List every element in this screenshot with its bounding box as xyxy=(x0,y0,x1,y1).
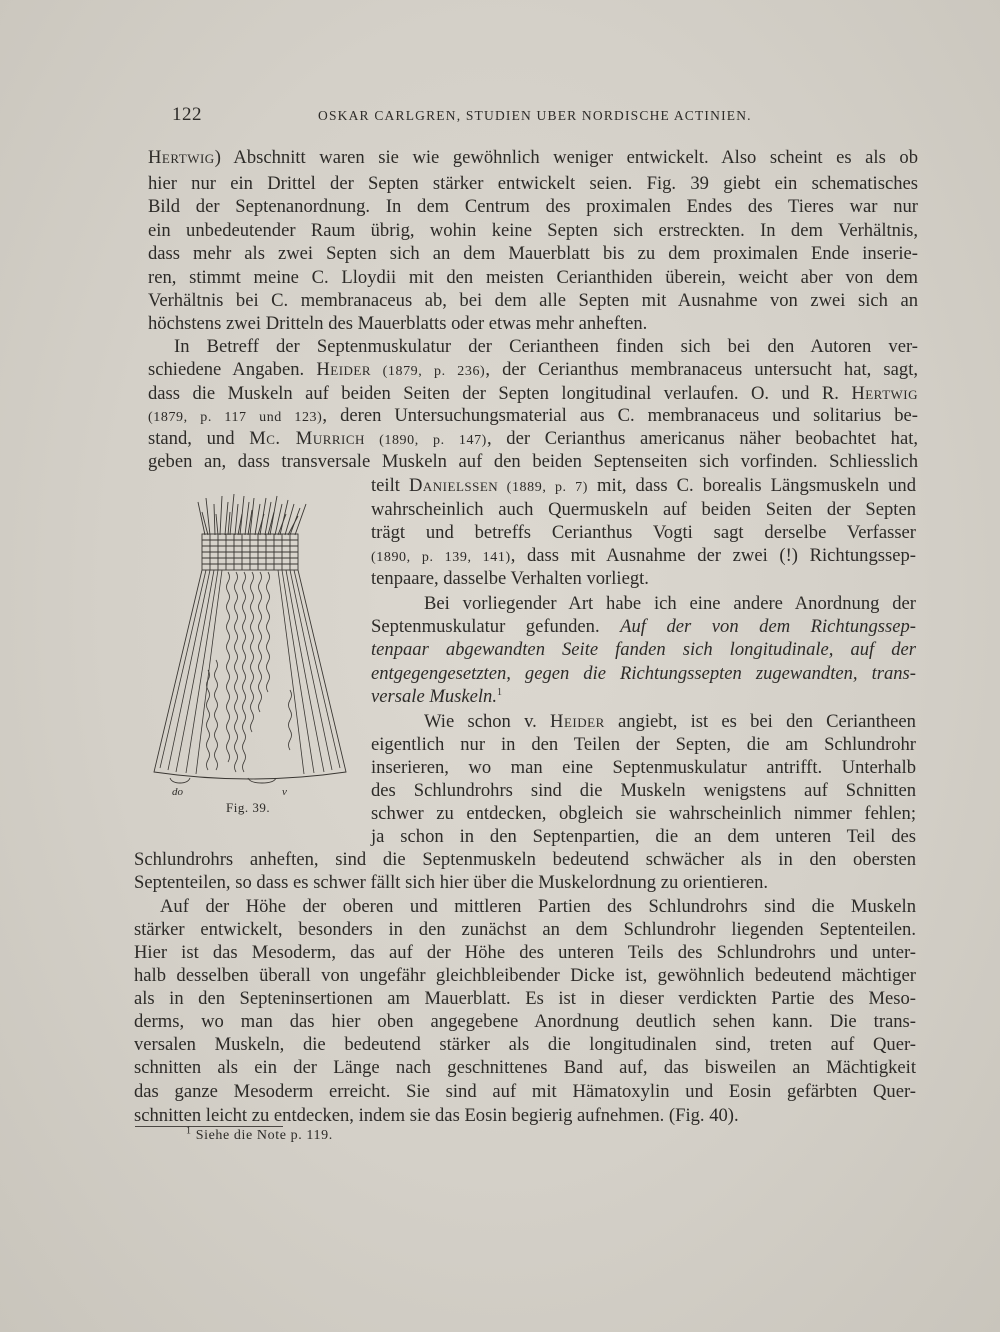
italic-run: entgegengesetzten, gegen die Richtungssepten zugewandten, trans- xyxy=(371,663,916,684)
text-line: das ganze Mesoderm erreicht. Sie sind auf mit Hämatoxylin und Eosin gefärbten Quer- xyxy=(134,1081,916,1102)
footnote-text: Siehe die Note p. 119. xyxy=(191,1128,333,1143)
text-line: derms, wo man das hier oben angegebene Anordnung deutlich sehen kann. Die trans- xyxy=(134,1011,916,1032)
text-run: , der Cerianthus membranaceus untersucht hat, sagt, xyxy=(485,359,919,380)
text-line xyxy=(424,710,916,734)
running-head: OSKAR CARLGREN, STUDIEN UBER NORDISCHE ACTINIEN. xyxy=(318,108,752,123)
text-line: tenpaare, dasselbe Verhalten vorliegt. xyxy=(371,568,649,589)
citation: (1879, p. 117 und 123) xyxy=(148,410,323,425)
citation: (1879, p. 236) xyxy=(371,364,486,379)
text-line xyxy=(371,662,916,686)
text-line: halb desselben überall von ungefähr gleichbleibender Dicke ist, gewöhnlich bedeutend mächtiger xyxy=(134,965,916,986)
footnote-marker: 1 xyxy=(186,1125,192,1137)
collar-band xyxy=(202,534,298,570)
text-run: , der Cerianthus americanus näher beobachtet hat, xyxy=(486,428,919,449)
text-line: schnitten leicht zu entdecken, indem sie das Eosin begierig aufnehmen. (Fig. 40). xyxy=(134,1105,739,1126)
text-line: geben an, dass transversale Muskeln auf den beiden Septenseiten sich vorfinden. Schliesslich xyxy=(148,451,918,472)
author-name: Heider xyxy=(316,359,372,380)
text-line: stärker entwickelt, besonders in den zunächst an dem Schlundrohr liegenden Septenteilen. xyxy=(134,919,916,940)
text-line: eigentlich nur in den Teilen der Septen, die am Schlundrohr xyxy=(371,734,916,755)
text-line: ja schon in den Septenpartien, die an dem unteren Teil des xyxy=(371,826,916,847)
page-header xyxy=(172,104,872,128)
figure-label-do: do xyxy=(172,786,183,798)
text-line: höchstens zwei Dritteln des Mauerblatts oder etwas mehr anheften. xyxy=(148,313,648,334)
text-run: schiedene Angaben. xyxy=(148,359,317,380)
text-line: hier nur ein Drittel der Septen stärker entwickelt seien. Fig. 39 giebt ein schematisches xyxy=(148,173,918,194)
text-line xyxy=(371,474,916,500)
text-run: Wie schon v. xyxy=(424,711,551,732)
text-line: trägt und betreffs Cerianthus Vogti sagt derselbe Verfasser xyxy=(371,522,916,543)
page-number: 122 xyxy=(172,104,202,125)
author-name: Hertwig xyxy=(148,147,215,168)
text-line: ein unbedeutender Raum übrig, wohin keine Septen sich erstreckten. In dem Verhältnis, xyxy=(148,220,918,241)
text-line: Bild der Septenanordnung. In dem Centrum des proximalen Endes des Tieres war nur xyxy=(148,196,918,217)
septa-schematic-drawing xyxy=(150,490,360,820)
text-run: angiebt, ist es bei den Ceriantheen xyxy=(604,711,916,732)
author-name: Mc. Murrich xyxy=(249,428,365,449)
text-line xyxy=(148,382,918,406)
figure-label-v: v xyxy=(282,786,287,798)
footnote-rule xyxy=(135,1126,283,1127)
citation: (1889, p. 7) xyxy=(498,480,589,495)
bracket-do xyxy=(170,778,190,783)
text-line: inserieren, wo man eine Septenmuskulatur antrifft. Unterhalb xyxy=(371,757,916,778)
text-run: Septenmuskulatur gefunden. xyxy=(371,616,621,637)
text-line: versalen Muskeln, die bedeutend stärker als die longitudinalen sind, treten auf Quer- xyxy=(134,1034,916,1055)
text-line: Bei vorliegender Art habe ich eine andere Anordnung der xyxy=(424,593,916,614)
text-line: Auf der Höhe der oberen und mittleren Partien des Schlundrohrs sind die Muskeln xyxy=(160,896,916,917)
footnote xyxy=(186,1125,333,1144)
text-line xyxy=(371,685,916,709)
text-line xyxy=(148,146,918,170)
text-line: Verhältnis bei C. membranaceus ab, bei dem alle Septen mit Ausnahme von zwei sich an xyxy=(148,290,918,311)
author-name: Heider xyxy=(550,711,605,732)
septa-lines xyxy=(160,570,340,774)
text-line: als in den Septeninsertionen am Mauerblatt. Es ist in dieser verdickten Partie des Meso- xyxy=(134,988,916,1009)
figure-caption: Fig. 39. xyxy=(226,800,271,815)
text-line: In Betreff der Septenmuskulatur der Ceriantheen finden sich bei den Autoren ver- xyxy=(174,336,918,357)
text-line xyxy=(371,615,916,639)
text-line xyxy=(371,638,916,662)
text-line: ren, stimmt meine C. Lloydii mit den meisten Cerianthiden überein, weicht aber von dem xyxy=(148,267,918,288)
citation: (1890, p. 147) xyxy=(364,433,487,448)
italic-run: versale Muskeln. xyxy=(371,686,497,707)
author-name: Hertwig xyxy=(851,383,918,404)
text-line: Hier ist das Mesoderm, das auf der Höhe des unteren Teils des Schlundrohrs und unter- xyxy=(134,942,916,963)
muscle-wavy-lines xyxy=(207,572,292,772)
text-run: , dass mit Ausnahme der zwei (!) Richtungssep- xyxy=(510,545,916,566)
footnote-ref[interactable]: 1 xyxy=(496,686,502,698)
text-line: schwer zu entdecken, obgleich sie wahrscheinlich nimmer fehlen; xyxy=(371,803,916,824)
text-line: Schlundrohrs anheften, sind die Septenmuskeln bedeutend schwächer als in den obersten xyxy=(134,849,916,870)
text-line: wahrscheinlich auch Quermuskeln auf beiden Seiten der Septen xyxy=(371,499,916,520)
italic-run: tenpaar abgewandten Seite fanden sich longitudinale, auf der xyxy=(371,639,916,660)
author-name: Danielssen xyxy=(408,475,499,496)
body-outline xyxy=(154,570,346,779)
text-line: dass mehr als zwei Septen sich an dem Mauerblatt bis zu dem proximalen Ende inserie- xyxy=(148,243,918,264)
citation: (1890, p. 139, 141) xyxy=(371,550,511,565)
text-run: , deren Untersuchungsmaterial aus C. membranaceus und solitarius be- xyxy=(322,405,918,426)
text-run: stand, und xyxy=(148,428,250,449)
italic-run: Auf der von dem Richtungssep- xyxy=(620,616,916,637)
text-run: teilt xyxy=(371,475,409,496)
text-line xyxy=(148,358,918,384)
tentacle-fringe xyxy=(198,494,306,535)
text-line: Septenteilen, so dass es schwer fällt sich hier über die Muskelordnung zu orientieren. xyxy=(134,872,769,893)
text-run: dass die Muskeln auf beiden Seiten der Septen longitudinal verlaufen. O. und R. xyxy=(148,383,852,404)
figure-39 xyxy=(150,490,360,820)
text-line: schnitten als ein der Länge nach geschnittenes Band auf, das bisweilen an Mächtigkeit xyxy=(134,1057,916,1078)
text-line: des Schlundrohrs sind die Muskeln wenigstens auf Schnitten xyxy=(371,780,916,801)
text-run: mit, dass C. borealis Längsmuskeln und xyxy=(588,475,917,496)
text-run: ) Abschnitt waren sie wie gewöhnlich weniger entwickelt. Also scheint es als ob xyxy=(214,147,918,168)
